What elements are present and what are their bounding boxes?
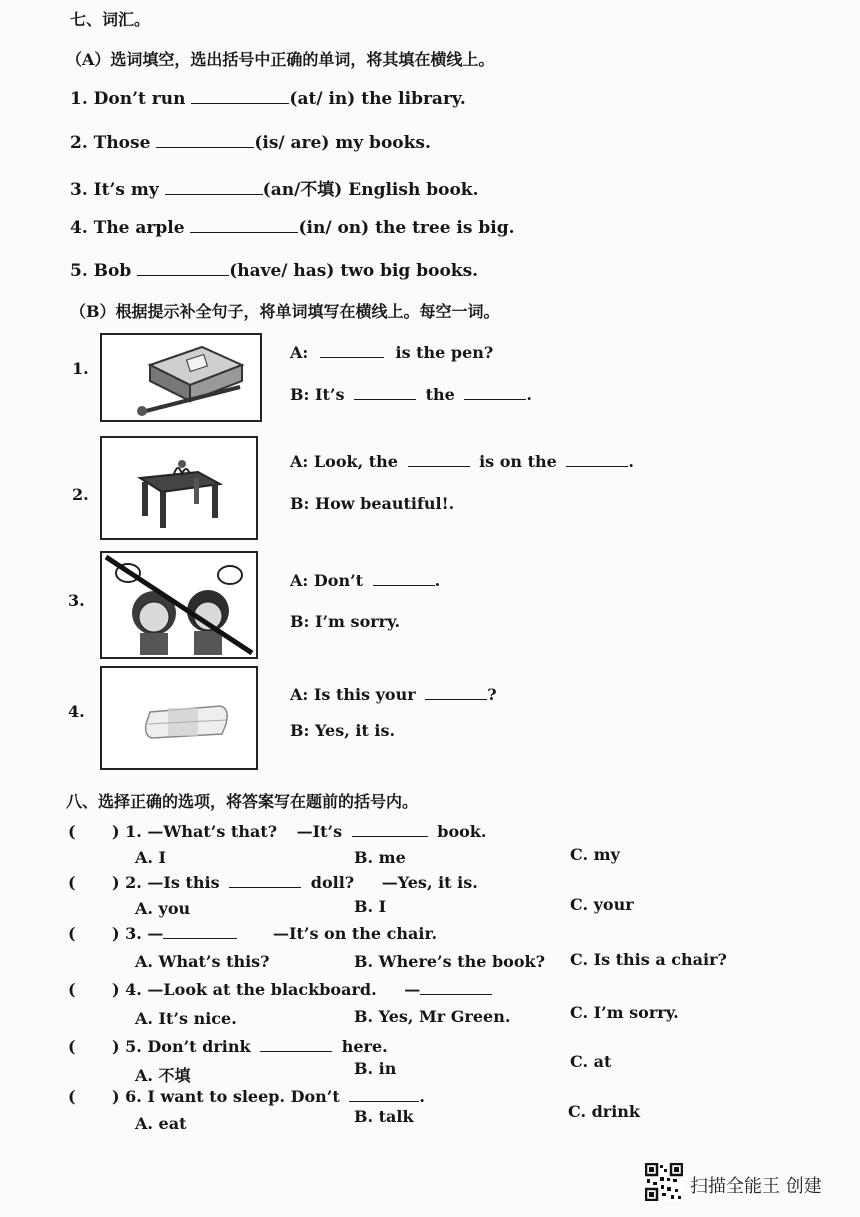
answer-blank[interactable] [229, 873, 301, 888]
question-1: ) 1. —What’s that? —It’s book. [112, 822, 487, 841]
option-a: A. 不填 [135, 1066, 191, 1085]
answer-blank[interactable] [190, 218, 298, 233]
answer-blank[interactable] [260, 1037, 332, 1052]
fill-item-3: 3. It’s my (an/不填) English book. [70, 180, 479, 200]
question-5: ) 5. Don’t drink here. [112, 1037, 388, 1056]
question-6: ) 6. I want to sleep. Don’t . [112, 1087, 425, 1106]
answer-blank[interactable] [156, 133, 254, 148]
dialog-1-a: A: is the pen? [290, 343, 494, 362]
picture-item-2-number: 2. [72, 485, 89, 504]
answer-blank[interactable] [354, 385, 416, 400]
option-a: A. I [135, 848, 167, 867]
option-a: A. eat [135, 1114, 187, 1133]
option-b: B. Yes, Mr Green. [354, 1007, 511, 1026]
dialog-2-b: B: How beautiful!. [290, 494, 455, 513]
answer-blank[interactable] [464, 385, 526, 400]
table-with-flower-picture [100, 436, 258, 540]
answer-paren[interactable]: ( [68, 924, 76, 943]
picture-item-3-number: 3. [68, 591, 85, 610]
dialog-3-a: A: Don’t . [290, 571, 441, 590]
qr-code-icon [645, 1163, 683, 1201]
part-b-instruction: （B）根据提示补全句子，将单词填写在横线上。每空一词。 [70, 302, 500, 321]
answer-paren[interactable]: ( [68, 873, 76, 892]
book-icon [102, 335, 260, 420]
option-b: B. Where’s the book? [354, 952, 545, 971]
option-b: B. talk [354, 1107, 414, 1126]
dialog-1-b: B: It’s the . [290, 385, 532, 404]
eraser-icon [102, 668, 256, 768]
question-3: ) 3. — —It’s on the chair. [112, 924, 438, 943]
picture-item-4-number: 4. [68, 702, 85, 721]
no-talking-picture [100, 551, 258, 659]
option-b: B. I [354, 897, 387, 916]
option-a: A. It’s nice. [135, 1009, 237, 1028]
question-4: ) 4. —Look at the blackboard. — [112, 980, 492, 999]
picture-item-1-number: 1. [72, 359, 89, 378]
book-and-pen-picture [100, 333, 262, 422]
question-2: ) 2. —Is this doll? —Yes, it is. [112, 873, 478, 892]
section-8-title: 八、选择正确的选项，将答案写在题前的括号内。 [66, 792, 419, 811]
fill-item-1: 1. Don’t run (at/ in) the library. [70, 89, 466, 109]
eraser-picture [100, 666, 258, 770]
answer-paren[interactable]: ( [68, 822, 76, 841]
answer-blank[interactable] [191, 89, 289, 104]
answer-blank[interactable] [420, 980, 492, 995]
dialog-4-a: A: Is this your ? [290, 685, 497, 704]
option-c: C. your [570, 895, 634, 914]
answer-paren[interactable]: ( [68, 1087, 76, 1106]
option-c: C. Is this a chair? [570, 950, 727, 969]
answer-blank[interactable] [373, 571, 435, 586]
table-icon [102, 438, 256, 538]
answer-blank[interactable] [425, 685, 487, 700]
children-talking-icon [102, 553, 256, 657]
option-b: B. in [354, 1059, 397, 1078]
option-c: C. my [570, 845, 620, 864]
fill-item-5: 5. Bob (have/ has) two big books. [70, 261, 479, 281]
answer-blank[interactable] [352, 822, 428, 837]
option-c: C. I’m sorry. [570, 1003, 679, 1022]
answer-paren[interactable]: ( [68, 1037, 76, 1056]
part-a-instruction: （A）选词填空，选出括号中正确的单词，将其填在横线上。 [66, 50, 495, 69]
fill-item-2: 2. Those (is/ are) my books. [70, 133, 431, 153]
option-b: B. me [354, 848, 406, 867]
answer-blank[interactable] [320, 343, 384, 358]
section-7-title: 七、词汇。 [70, 10, 151, 29]
answer-blank[interactable] [163, 924, 237, 939]
fill-item-4: 4. The arple (in/ on) the tree is big. [70, 218, 515, 238]
option-c: C. at [570, 1052, 612, 1071]
answer-blank[interactable] [408, 452, 470, 467]
option-c: C. drink [568, 1102, 641, 1121]
answer-blank[interactable] [349, 1087, 419, 1102]
dialog-2-a: A: Look, the is on the . [290, 452, 634, 471]
answer-blank[interactable] [165, 180, 263, 195]
scanner-watermark: 扫描全能王 创建 [690, 1176, 822, 1197]
answer-blank[interactable] [566, 452, 628, 467]
dialog-4-b: B: Yes, it is. [290, 721, 396, 740]
answer-paren[interactable]: ( [68, 980, 76, 999]
answer-blank[interactable] [137, 261, 229, 276]
dialog-3-b: B: I’m sorry. [290, 612, 401, 631]
option-a: A. What’s this? [135, 952, 270, 971]
option-a: A. you [135, 899, 191, 918]
